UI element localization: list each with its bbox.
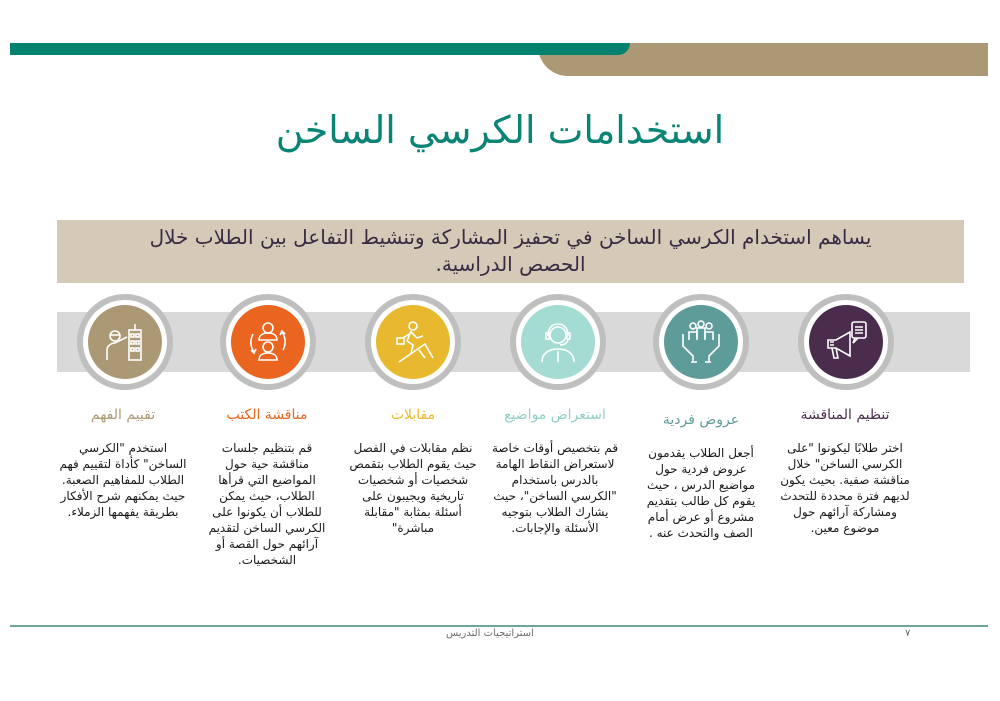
item-body: أجعل الطلاب يقدمون عروض فردية حول مواضيع الدرس ، حيث يقوم كل طالب بتقديم مشروع أو عرض أمام الصف والتحدث عنه . bbox=[646, 446, 756, 540]
header-teal-bar bbox=[10, 43, 630, 55]
climbing-person-icon bbox=[389, 318, 437, 366]
intro-banner bbox=[57, 220, 964, 283]
item-heading: تنظيم المناقشة bbox=[800, 407, 890, 423]
circle-topic-review bbox=[510, 294, 606, 390]
item-heading: تقييم الفهم bbox=[90, 407, 156, 423]
item-book-discussion bbox=[202, 400, 332, 568]
circle-organize-discussion bbox=[798, 294, 894, 390]
headset-person-icon bbox=[534, 318, 582, 366]
item-interviews bbox=[348, 400, 478, 536]
item-topic-review bbox=[490, 400, 620, 536]
item-body: استخدم "الكرسي الساخن" كأداة لتقييم فهم الطلاب للمفاهيم الصعبة. حيث يمكنهم شرح الأفكار بطريقة يفهمها الزملاء. bbox=[59, 441, 187, 519]
item-heading: عروض فردية bbox=[662, 412, 740, 428]
banner-line-2: الحصص الدراسية. bbox=[435, 252, 586, 276]
item-heading: استعراض مواضيع bbox=[504, 407, 606, 423]
banner-line-1: يساهم استخدام الكرسي الساخن في تحفيز المشاركة وتنشيط التفاعل بين الطلاب خلال bbox=[149, 225, 872, 249]
item-heading: مقابلات bbox=[390, 407, 436, 423]
circle-individual-presentations bbox=[653, 294, 749, 390]
worker-building-icon bbox=[101, 318, 149, 366]
item-body: اختر طلابًا ليكونوا "على الكرسي الساخن" خلال مناقشة صفية. بحيث يكون لديهم فترة محددة للتحدث ومشاركة آرائهم حول موضوع معين. bbox=[780, 441, 910, 535]
circle-assess-understanding bbox=[77, 294, 173, 390]
footer-divider bbox=[10, 625, 988, 627]
item-body: قم بتخصيص أوقات خاصة لاستعراض النقاط الهامة بالدرس باستخدام "الكرسي الساخن"، حيث يشارك الطلاب بتوجيه الأسئلة والإجابات. bbox=[491, 441, 619, 535]
hands-group-icon bbox=[677, 318, 725, 366]
item-organize-discussion bbox=[780, 400, 910, 536]
circle-book-discussion bbox=[220, 294, 316, 390]
people-exchange-icon bbox=[244, 318, 292, 366]
item-assess-understanding bbox=[58, 400, 188, 520]
megaphone-chat-icon bbox=[822, 318, 870, 366]
item-body: قم بتنظيم جلسات مناقشة حية حول المواضيع التي قرأها الطلاب، حيث يمكن للطلاب أن يكونوا على الكرسي الساخن لتقديم آرائهم حول القصة أو الشخصيات. bbox=[208, 441, 326, 567]
item-individual-presentations bbox=[636, 405, 766, 541]
page-number: ٧ bbox=[905, 628, 911, 639]
circle-interviews bbox=[365, 294, 461, 390]
footer-title: استراتيجيات التدريس bbox=[446, 628, 534, 639]
item-body: نظم مقابلات في الفصل حيث يقوم الطلاب بتقمص شخصيات أو شخصيات تاريخية ويجيبون على أسئلة بمثابة "مقابلة مباشرة" bbox=[349, 441, 477, 535]
page-title: استخدامات الكرسي الساخن bbox=[275, 108, 725, 152]
item-heading: مناقشة الكتب bbox=[226, 407, 308, 423]
